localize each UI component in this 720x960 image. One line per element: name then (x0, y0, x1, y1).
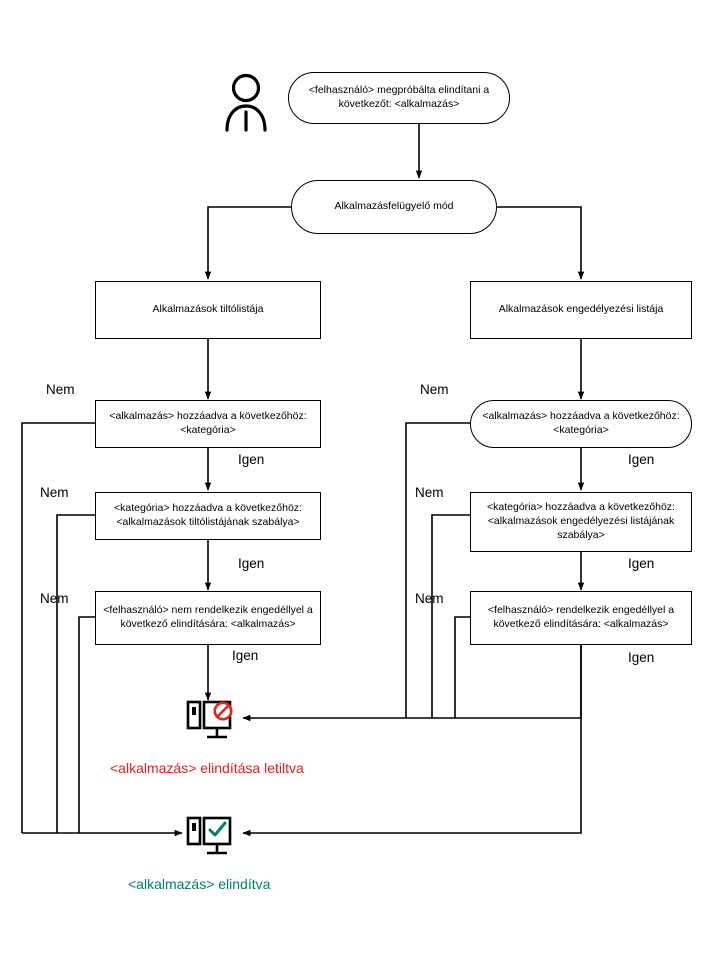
edge-label-yes-3: Igen (232, 648, 259, 663)
monitor-blocked-icon (182, 700, 238, 749)
node-deny-category-added-label: <kategória> hozzáadva a következőhöz: <alkalmazások tiltólistájának szabálya> (114, 502, 302, 528)
node-mode (291, 180, 497, 234)
edge-label-yes-2: Igen (238, 556, 265, 571)
caption-blocked: <alkalmazás> elindítása letiltva (110, 760, 304, 776)
node-denylist-label: Alkalmazások tiltólistája (152, 303, 264, 316)
node-user-has-permission-label: <felhasználó> rendelkezik engedéllyel a következő elindítására: <alkalmazás> (487, 604, 675, 630)
person-icon (218, 72, 274, 139)
edge-label-no-3: Nem (40, 591, 69, 606)
node-user-has-permission (470, 591, 692, 645)
node-deny-category-added (95, 492, 321, 540)
caption-started: <alkalmazás> elindítva (128, 876, 271, 892)
edge-label-yes-6: Igen (628, 650, 655, 665)
node-allowlist-label: Alkalmazások engedélyezési listája (498, 303, 664, 316)
edge-label-no-1: Nem (46, 382, 75, 397)
node-allowlist (470, 281, 692, 339)
node-allow-category-added-label: <kategória> hozzáadva a következőhöz: <alkalmazások engedélyezési listájának szabálya> (487, 501, 675, 541)
monitor-ok-icon (182, 816, 238, 865)
node-user-no-permission-label: <felhasználó> nem rendelkezik engedéllyel a következő elindítására: <alkalmazás> (103, 604, 313, 630)
node-mode-label: Alkalmazásfelügyelő mód (334, 200, 454, 213)
node-denylist (95, 281, 321, 339)
node-deny-app-added (95, 400, 321, 448)
node-user-no-permission (95, 591, 321, 645)
node-allow-app-added (470, 400, 692, 448)
node-allow-category-added (470, 492, 692, 552)
node-deny-app-added-label: <alkalmazás> hozzáadva a következőhöz: <kategória> (109, 410, 307, 436)
edge-label-no-2: Nem (40, 485, 69, 500)
edge-label-no-5: Nem (415, 485, 444, 500)
edge-label-no-6: Nem (415, 591, 444, 606)
edge-label-yes-4: Igen (628, 452, 655, 467)
node-start (288, 72, 510, 124)
node-allow-app-added-label: <alkalmazás> hozzáadva a következőhöz: <kategória> (482, 410, 680, 436)
edge-label-no-4: Nem (420, 382, 449, 397)
edge-label-yes-5: Igen (628, 556, 655, 571)
edge-label-yes-1: Igen (238, 452, 265, 467)
node-start-label: <felhasználó> megpróbálta elindítani a következőt: <alkalmazás> (308, 84, 490, 110)
